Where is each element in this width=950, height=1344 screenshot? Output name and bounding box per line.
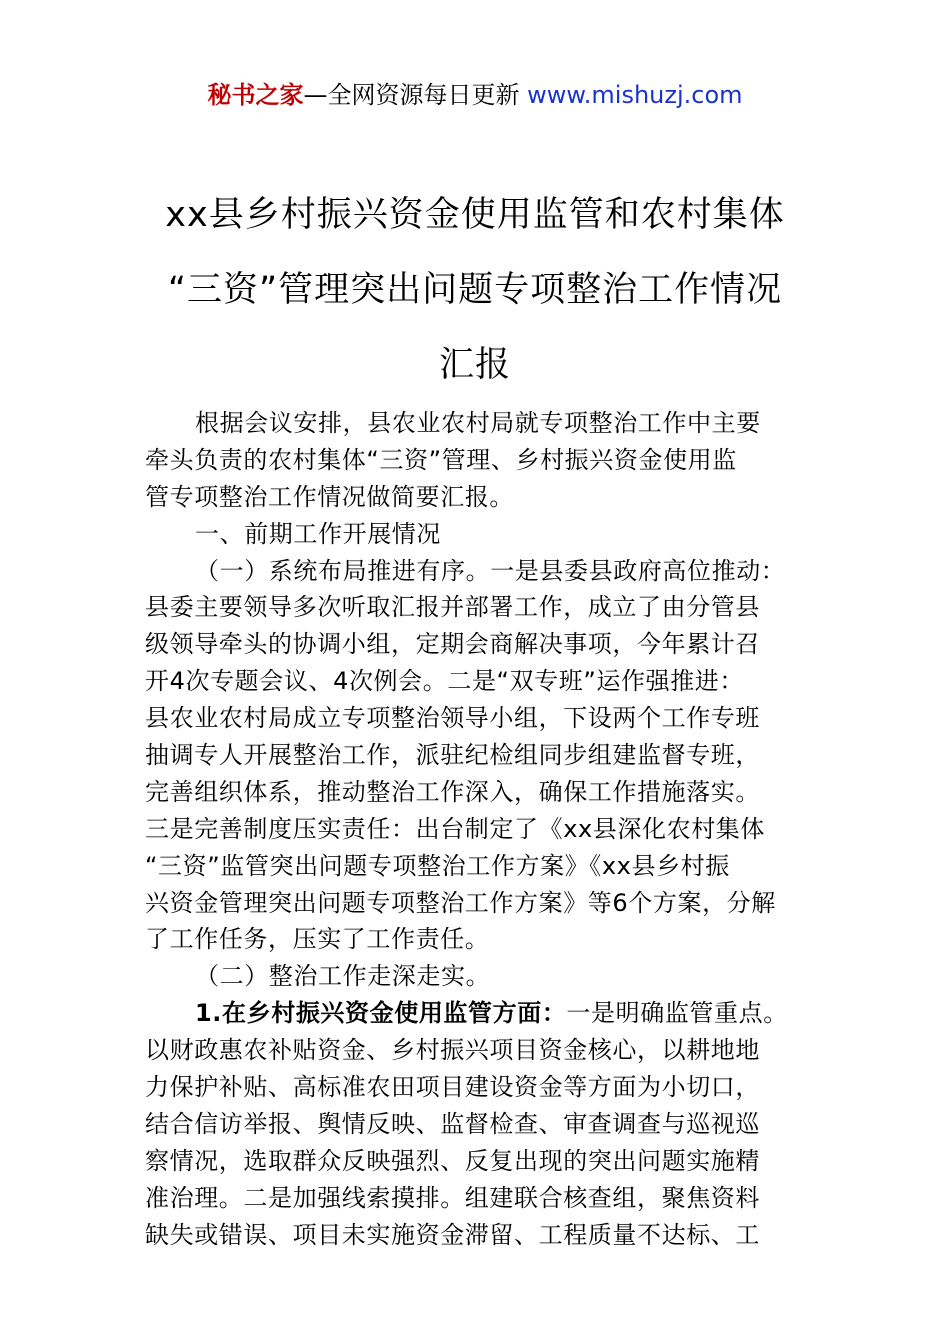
body-line: 察情况，选取群众反映强烈、反复出现的突出问题实施精	[145, 1146, 760, 1175]
body-line: 兴资金管理突出问题专项整治工作方案》等6个方案，分解	[145, 888, 776, 917]
body-line: 县委主要领导多次听取汇报并部署工作，成立了由分管县	[145, 593, 760, 622]
body-line: 力保护补贴、高标准农田项目建设资金等方面为小切口，	[145, 1073, 760, 1102]
body-line: 了工作任务，压实了工作责任。	[145, 925, 490, 954]
body-line: 准治理。二是加强线索摸排。组建联合核查组，聚焦资料	[145, 1183, 760, 1212]
body-line: 根据会议安排，县农业农村局就专项整治工作中主要	[195, 409, 761, 437]
body-line: 完善组织体系，推动整治工作深入，确保工作措施落实。	[145, 777, 760, 806]
body-line: 结合信访举报、舆情反映、监督检查、审查调查与巡视巡	[145, 1109, 760, 1138]
title-line-3: 汇报	[438, 345, 511, 385]
body-line: 以财政惠农补贴资金、乡村振兴项目资金核心，以耕地地	[145, 1036, 760, 1065]
title-line-2: “三资”管理突出问题专项整治工作情况	[167, 270, 783, 310]
body-line: 开4次专题会议、4次例会。二是“双专班”运作强推进：	[145, 667, 745, 696]
bold-lead-in: 1.在乡村振兴资金使用监管方面：	[195, 999, 567, 1028]
body-line: 抽调专人开展整治工作，派驻纪检组同步组建监督专班，	[145, 741, 760, 770]
brand-name: 秘书之家	[207, 81, 304, 109]
header-tagline: —全网资源每日更新	[303, 81, 528, 109]
body-line-rest: 一是明确监管重点。	[566, 999, 788, 1028]
body-line: 牵头负责的农村集体“三资”管理、乡村振兴资金使用监	[145, 445, 737, 474]
body-line: 级领导牵头的协调小组，定期会商解决事项，今年累计召	[145, 630, 760, 659]
body-line: 缺失或错误、项目未实施资金滞留、工程质量不达标、工	[145, 1220, 760, 1249]
body-line: 三是完善制度压实责任：出台制定了《xx县深化农村集体	[145, 814, 766, 843]
body-line: “三资”监管突出问题专项整治工作方案》《xx县乡村振	[145, 851, 730, 880]
body-line: （一）系统布局推进有序。一是县委县政府高位推动：	[195, 556, 786, 585]
body-line	[145, 995, 815, 1032]
body-line: 县农业农村局成立专项整治领导小组，下设两个工作专班	[145, 704, 760, 733]
document-body	[145, 405, 815, 1253]
title-line-1: xx县乡村振兴资金使用监管和农村集体	[165, 195, 785, 235]
section-heading: 一、前期工作开展情况	[195, 519, 441, 548]
site-header	[0, 78, 950, 112]
subsection-heading: （二）整治工作走深走实。	[195, 962, 491, 991]
site-url-link[interactable]: www.mishuzj.com	[527, 81, 743, 109]
body-line: 管专项整治工作情况做简要汇报。	[145, 482, 514, 511]
document-title	[145, 178, 805, 403]
